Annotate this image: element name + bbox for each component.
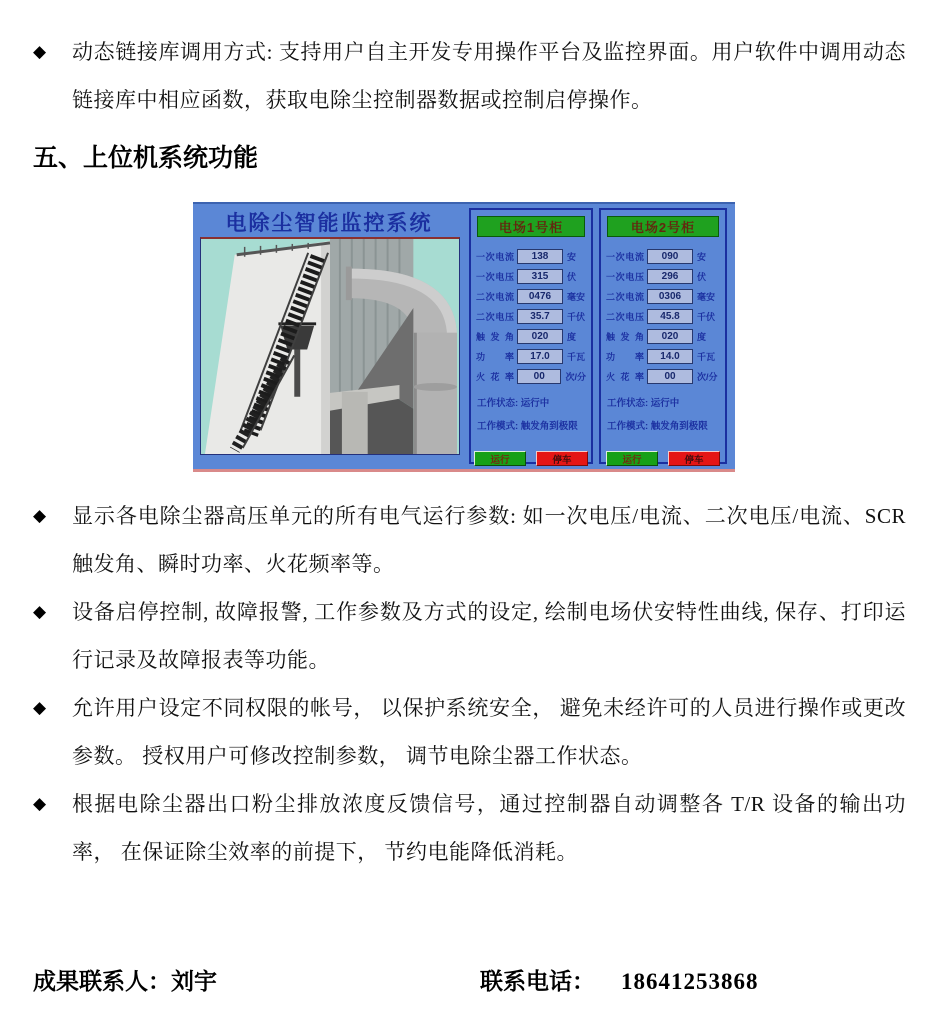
param-value-box[interactable]: 14.0 <box>647 349 693 364</box>
param-value-box[interactable]: 315 <box>517 269 563 284</box>
param-unit: 次/分 <box>697 371 718 382</box>
param-label: 一次电压 <box>606 271 644 282</box>
param-unit: 千伏 <box>697 311 716 322</box>
param-unit: 毫安 <box>697 291 716 302</box>
field-panel-2 <box>599 208 727 464</box>
param-row-spark-rate <box>476 366 586 386</box>
panel-1-buttons <box>474 451 588 466</box>
param-unit: 度 <box>697 331 707 342</box>
monitor-screenshot <box>193 202 735 472</box>
feature-bullet <box>33 780 906 876</box>
param-value-box[interactable]: 17.0 <box>517 349 563 364</box>
param-value-box[interactable]: 00 <box>647 369 693 384</box>
param-label: 触发角 <box>476 331 514 342</box>
stop-button[interactable]: 停车 <box>536 451 588 466</box>
param-value-box[interactable]: 138 <box>517 249 563 264</box>
param-row-secondary-voltage <box>606 306 720 326</box>
contact-phone <box>480 962 759 1002</box>
param-value-box[interactable]: 296 <box>647 269 693 284</box>
work-mode-text: 工作模式: 触发角到极限 <box>607 421 708 432</box>
section-heading: 五、上位机系统功能 <box>33 145 259 172</box>
param-label: 二次电压 <box>476 311 514 322</box>
bullet-diamond-icon: ◆ <box>33 506 47 525</box>
param-row-secondary-voltage <box>476 306 586 326</box>
param-unit: 度 <box>567 331 577 342</box>
contact-person <box>33 962 217 1002</box>
panel-2-buttons <box>606 451 720 466</box>
param-label: 功率 <box>606 351 644 362</box>
esp-plant-photo <box>200 237 460 455</box>
param-unit: 伏 <box>567 271 577 282</box>
param-row-primary-current <box>476 246 586 266</box>
param-value-box[interactable]: 0306 <box>647 289 693 304</box>
param-unit: 千瓦 <box>567 351 586 362</box>
param-label: 二次电流 <box>476 291 514 302</box>
param-value-box[interactable]: 45.8 <box>647 309 693 324</box>
param-label: 二次电流 <box>606 291 644 302</box>
bullet-diamond-icon: ◆ <box>33 602 47 621</box>
param-unit: 毫安 <box>567 291 586 302</box>
param-unit: 安 <box>567 251 577 262</box>
phone-number: 18641253868 <box>621 969 759 994</box>
param-value-box[interactable]: 0476 <box>517 289 563 304</box>
param-label: 触发角 <box>606 331 644 342</box>
panel-2-rows <box>601 246 725 386</box>
param-label: 功率 <box>476 351 514 362</box>
param-row-power <box>606 346 720 366</box>
param-row-power <box>476 346 586 366</box>
run-button[interactable]: 运行 <box>606 451 658 466</box>
esp-photo-illustration <box>201 239 459 454</box>
feature-bullet <box>33 684 906 780</box>
monitor-title: 电除尘智能监控系统 <box>225 212 433 235</box>
param-label: 一次电压 <box>476 271 514 282</box>
panel-1-rows <box>471 246 591 386</box>
panel-1-title: 电场1号柜 <box>477 216 585 237</box>
page-footer <box>33 962 906 1002</box>
param-label: 二次电压 <box>606 311 644 322</box>
param-label: 火花率 <box>606 371 644 382</box>
param-label: 一次电流 <box>606 251 644 262</box>
feature-bullet <box>33 588 906 684</box>
param-row-trigger-angle <box>606 326 720 346</box>
param-unit: 次/分 <box>565 371 586 382</box>
feature-bullet-list <box>33 492 906 876</box>
feature-bullet <box>33 492 906 588</box>
param-row-primary-voltage <box>606 266 720 286</box>
param-unit: 安 <box>697 251 707 262</box>
param-label: 一次电流 <box>476 251 514 262</box>
param-row-secondary-current <box>606 286 720 306</box>
stop-button[interactable]: 停车 <box>668 451 720 466</box>
param-row-primary-voltage <box>476 266 586 286</box>
param-label: 火花率 <box>476 371 514 382</box>
work-status-text: 工作状态: 运行中 <box>607 398 680 409</box>
field-panel-1 <box>469 208 593 464</box>
feature-bullet-text: 允许用户设定不同权限的帐号， 以保护系统安全， 避免未经许可的人员进行操作或更改参数。 授权用户可修改控制参数， 调节电除尘器工作状态。 <box>72 696 906 768</box>
contact-name: 刘宇 <box>171 969 217 994</box>
param-unit: 千伏 <box>567 311 586 322</box>
param-row-secondary-current <box>476 286 586 306</box>
bullet-diamond-icon: ◆ <box>33 794 47 813</box>
param-row-primary-current <box>606 246 720 266</box>
intro-bullet-text: 动态链接库调用方式: 支持用户自主开发专用操作平台及监控界面。用户软件中调用动态链接库中相应函数，获取电除尘控制器数据或控制启停操作。 <box>72 40 906 112</box>
param-value-box[interactable]: 020 <box>517 329 563 344</box>
bullet-diamond-icon: ◆ <box>33 42 47 61</box>
param-row-spark-rate <box>606 366 720 386</box>
contact-label: 成果联系人： <box>33 969 171 994</box>
param-value-box[interactable]: 020 <box>647 329 693 344</box>
param-value-box[interactable]: 090 <box>647 249 693 264</box>
work-status-text: 工作状态: 运行中 <box>477 398 550 409</box>
phone-label: 联系电话： <box>480 969 595 994</box>
param-row-trigger-angle <box>476 326 586 346</box>
intro-bullet <box>33 28 906 124</box>
bullet-diamond-icon: ◆ <box>33 698 47 717</box>
feature-bullet-text: 根据电除尘器出口粉尘排放浓度反馈信号，通过控制器自动调整各 T/R 设备的输出功率， 在保证除尘效率的前提下， 节约电能降低消耗。 <box>72 792 906 864</box>
param-unit: 伏 <box>697 271 707 282</box>
run-button[interactable]: 运行 <box>474 451 526 466</box>
param-value-box[interactable]: 35.7 <box>517 309 563 324</box>
param-value-box[interactable]: 00 <box>517 369 561 384</box>
work-mode-text: 工作模式: 触发角到极限 <box>477 421 578 432</box>
param-unit: 千瓦 <box>697 351 716 362</box>
feature-bullet-text: 设备启停控制, 故障报警, 工作参数及方式的设定, 绘制电场伏安特性曲线, 保存、打印运行记录及故障报表等功能。 <box>72 600 906 672</box>
feature-bullet-text: 显示各电除尘器高压单元的所有电气运行参数: 如一次电压/电流、二次电压/电流、SCR 触发角、瞬时功率、火花频率等。 <box>72 504 906 576</box>
panel-2-title: 电场2号柜 <box>607 216 719 237</box>
